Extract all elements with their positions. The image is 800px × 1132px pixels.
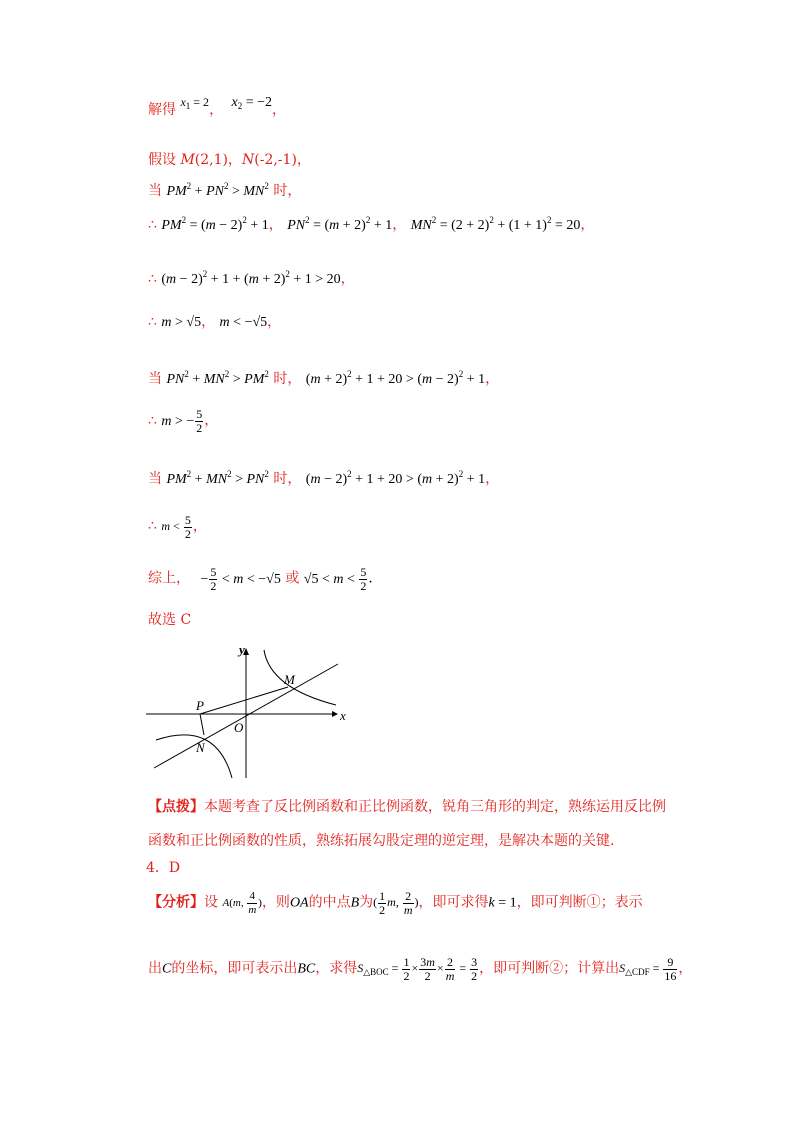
result-line-1: ∴ m > √5， m < −√5， [148, 314, 282, 330]
question-4-label: 4．D [146, 860, 181, 876]
x-axis-label: x [340, 708, 346, 723]
condition-line-1: 当 $PM^2 + PN^2 > MN^2$ 时， [148, 181, 302, 199]
x-axis-arrow [332, 711, 338, 717]
result-line-2: ∴ m > − $\frac{5}{2}$ ， [148, 407, 219, 435]
hyperbola-lower-branch [156, 735, 232, 778]
point-n-label: N [196, 740, 205, 755]
solution-line: 解得 $x_1 = 2$， $x_2 = -2$， [148, 95, 287, 118]
y-axis-label: y [239, 642, 245, 657]
answer-line: 故选 C [148, 612, 192, 628]
conclusion-line: 综上， − $\frac{5}{2}$ < m < −√5 或 √5 < m < $\frac{5}{2}$ . [148, 565, 373, 593]
distance-line: ∴ $PM^2 = (m - 2)^2 + 1$， $PN^2 = (m + 2)^2 + 1$， $MN^2 = (2 + 2)^2 + (1 + 1)^2 = 20$， [148, 215, 595, 233]
segment-pm [200, 687, 288, 714]
x2-equation: $x_2 = -2$ [231, 95, 273, 111]
point-m-label: M [284, 672, 295, 687]
solve-label: 解得 [148, 102, 176, 118]
comment-line-2: 函数和正比例函数的性质，熟练拓展勾股定理的逆定理，是解决本题的关键. [148, 833, 615, 849]
segment-pn [200, 714, 204, 735]
inequality-line-1: ∴ $(m - 2)^2 + 1 + (m + 2)^2 + 1 > 20$， [148, 269, 355, 287]
hyperbola-upper-branch [264, 650, 336, 705]
x1-equation: $x_1 = 2$ [180, 95, 210, 111]
analysis-line-1: 【分析】设 A(m, $\frac{4}{m}$ )，则OA的中点B为( $\frac{1}{2}$ m, $\frac{2}{m}$ )，即可求得k = 1，即可判断①；表示 [148, 889, 643, 917]
condition-line-2: 当 $PN^2 + MN^2 > PM^2$ 时， $(m + 2)^2 + 1 + 20 > (m - 2)^2 + 1$， [148, 369, 500, 387]
point-p-label: P [196, 698, 204, 713]
condition-line-3: 当 $PM^2 + MN^2 > PN^2$ 时， $(m - 2)^2 + 1 + 20 > (m + 2)^2 + 1$， [148, 469, 500, 487]
origin-label: O [234, 720, 244, 735]
comment-line-1: 【点拨】本题考查了反比例函数和正比例函数，锐角三角形的判定，熟练运用反比例 [148, 799, 666, 815]
result-line-3: ∴ m < $\frac{5}{2}$ ， [148, 513, 207, 541]
analysis-line-2: 出C的坐标，即可表示出BC，求得$S_{\triangle BOC}$ = $\frac{1}{2}$ × $\frac{3m}{2}$ × $\frac{2}{m}$ = $\frac{3}{2}$ ，即可判断②；计算出$S_{\triangle CDF}$ = $\frac{9}{16}$ ， [148, 955, 693, 983]
assumption-line: 假设 M(2,1)，N(-2,-1)， [148, 152, 311, 168]
function-graph [146, 640, 356, 780]
